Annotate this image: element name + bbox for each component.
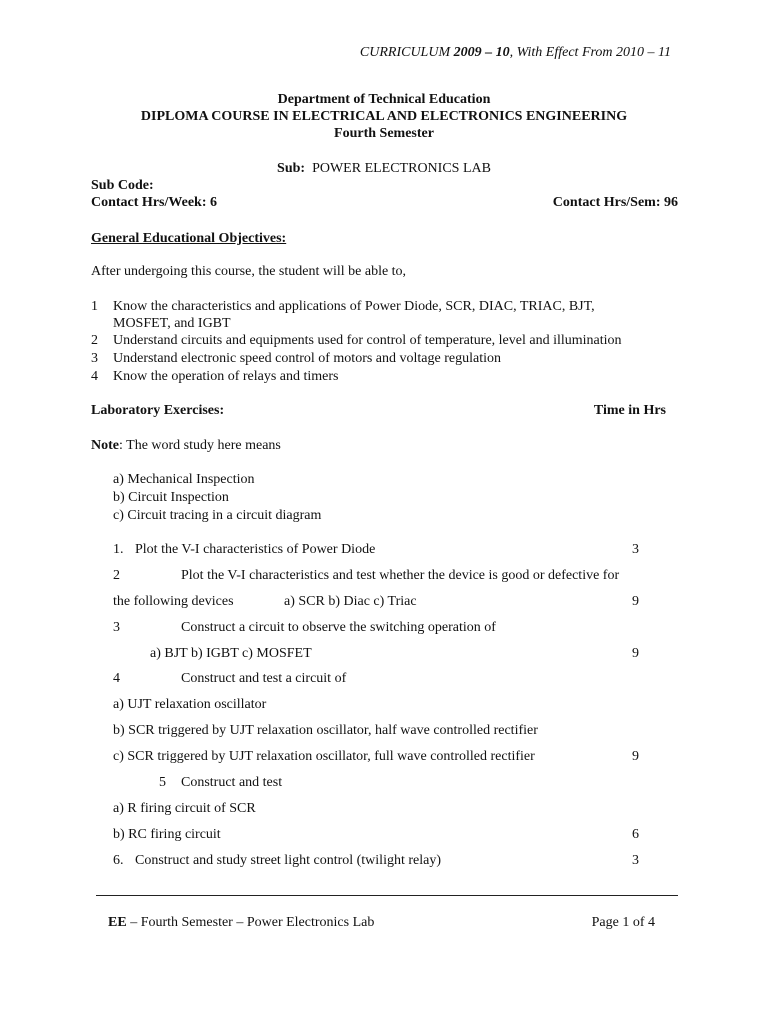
exercise-text: Construct and test a circuit of [181, 671, 347, 686]
exercise-hours: 9 [632, 646, 639, 661]
lab-heading: Laboratory Exercises: [91, 403, 225, 418]
note-text: : The word study here means [119, 438, 281, 453]
exercise-devices: a) BJT b) IGBT c) MOSFET [150, 646, 312, 661]
exercise-text: Plot the V-I characteristics and test whether the device is good or defective for [181, 568, 620, 583]
exercise-number: 4 [113, 671, 120, 686]
exercise-text: Plot the V-I characteristics of Power Diode [135, 542, 376, 557]
exercise-number: 3 [113, 620, 120, 635]
exercise-subitem: c) SCR triggered by UJT relaxation oscillator, full wave controlled rectifier [113, 749, 535, 764]
objectives-heading: General Educational Objectives: [91, 231, 287, 246]
exercise-subitem: a) UJT relaxation oscillator [113, 697, 267, 712]
footer-text [108, 915, 374, 932]
contact-hours-week: Contact Hrs/Week: 6 [91, 195, 217, 210]
objective-text-cont: MOSFET, and IGBT [113, 316, 231, 331]
objectives-intro: After undergoing this course, the student will be able to, [91, 264, 407, 279]
objective-text: Understand electronic speed control of motors and voltage regulation [113, 351, 501, 366]
department-title: Department of Technical Education [277, 92, 491, 107]
objective-number: 1 [91, 299, 98, 314]
note-label: Note [91, 438, 119, 453]
semester-title: Fourth Semester [334, 126, 434, 141]
exercise-subitem: b) RC firing circuit [113, 827, 221, 842]
sub-code: Sub Code: [91, 178, 154, 193]
exercise-number: 5 [159, 775, 166, 790]
exercise-text: Construct and study street light control (twilight relay) [135, 853, 441, 868]
subject-name: POWER ELECTRONICS LAB [312, 161, 491, 176]
exercise-text: Construct and test [181, 775, 283, 790]
note-line [91, 438, 281, 455]
footer-code: EE [108, 915, 127, 930]
footer-title: – Fourth Semester – Power Electronics Lab [126, 915, 375, 930]
exercise-hours: 3 [632, 853, 639, 868]
objective-text: Understand circuits and equipments used for control of temperature, level and illumination [113, 333, 622, 348]
note-item: c) Circuit tracing in a circuit diagram [113, 508, 322, 523]
exercise-hours: 3 [632, 542, 639, 557]
footer-divider [96, 895, 678, 896]
objective-number: 3 [91, 351, 98, 366]
exercise-hours: 9 [632, 594, 639, 609]
objective-text: Know the characteristics and applications of Power Diode, SCR, DIAC, TRIAC, BJT, [113, 299, 595, 314]
exercise-hours: 6 [632, 827, 639, 842]
curriculum-suffix: , With Effect From 2010 – 11 [509, 45, 671, 60]
curriculum-prefix: CURRICULUM [359, 45, 454, 60]
exercise-text: Construct a circuit to observe the switching operation of [181, 620, 496, 635]
subject-line [0, 161, 768, 178]
exercise-number: 6. [113, 853, 124, 868]
objective-text: Know the operation of relays and timers [113, 369, 339, 384]
exercise-subitem: b) SCR triggered by UJT relaxation oscillator, half wave controlled rectifier [113, 723, 538, 738]
exercise-devices: a) SCR b) Diac c) Triac [284, 594, 417, 609]
exercise-number: 1. [113, 542, 124, 557]
note-item: a) Mechanical Inspection [113, 472, 255, 487]
exercise-subitem: a) R firing circuit of SCR [113, 801, 256, 816]
exercise-hours: 9 [632, 749, 639, 764]
page-number: Page 1 of 4 [591, 915, 655, 930]
objective-number: 4 [91, 369, 98, 384]
time-heading: Time in Hrs [593, 403, 666, 418]
course-title: DIPLOMA COURSE IN ELECTRICAL AND ELECTRONICS ENGINEERING [140, 109, 628, 124]
exercise-number: 2 [113, 568, 120, 583]
curriculum-years: 2009 – 10 [453, 45, 510, 60]
exercise-text-cont: the following devices [113, 594, 234, 609]
objective-number: 2 [91, 333, 98, 348]
contact-hours-sem: Contact Hrs/Sem: 96 [552, 195, 678, 210]
curriculum-header [360, 45, 671, 62]
note-item: b) Circuit Inspection [113, 490, 229, 505]
subject-label: Sub: [277, 161, 306, 176]
